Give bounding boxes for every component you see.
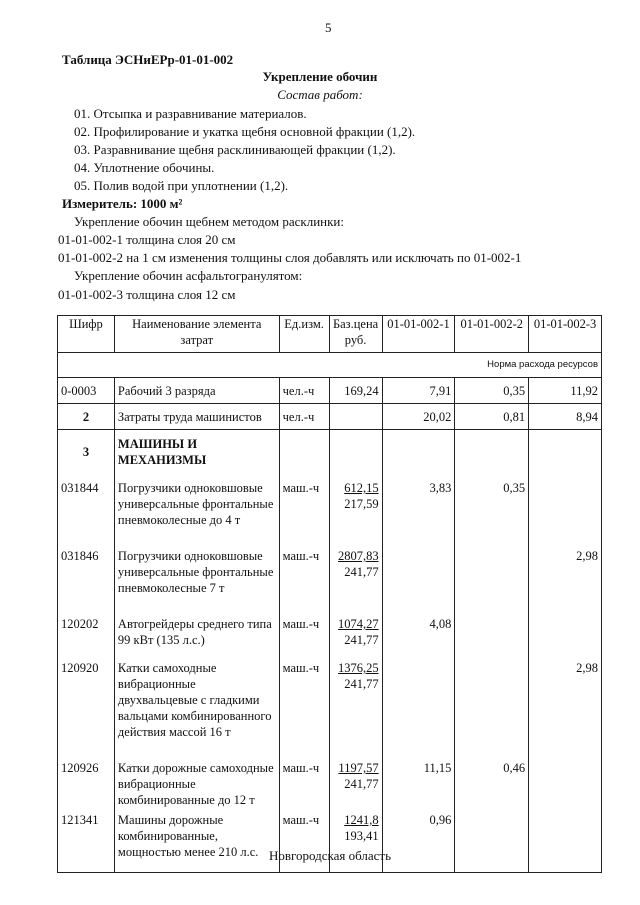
note-line: 01-01-002-2 на 1 см изменения толщины слоя добавлять или исключать по 01-002-1 xyxy=(58,250,522,265)
page-number: 5 xyxy=(325,20,332,35)
row-code: 120920 xyxy=(58,656,115,756)
table-row xyxy=(58,404,602,430)
price-base: 217,59 xyxy=(344,497,379,511)
table-row xyxy=(58,544,602,612)
row-value-2: 0,35 xyxy=(455,480,529,544)
row-code: 120926 xyxy=(58,756,115,808)
row-name: Погрузчики одноковшовые универсальные фронтальные пневмоколесные до 4 т xyxy=(114,480,279,544)
row-value-1 xyxy=(382,656,455,756)
note-line: Укрепление обочин асфальтогранулятом: xyxy=(74,268,303,283)
col-header-unit: Ед.изм. xyxy=(279,316,329,353)
row-price xyxy=(329,404,382,430)
row-code: 120202 xyxy=(58,612,115,656)
row-value-3: 11,92 xyxy=(529,378,602,404)
row-value-2 xyxy=(455,656,529,756)
price-current: 1241,8 xyxy=(344,813,379,827)
row-price xyxy=(329,612,382,656)
row-value-3: 2,98 xyxy=(529,544,602,612)
col-header-name: Наименование элемента затрат xyxy=(114,316,279,353)
col-header-code: Шифр xyxy=(58,316,115,353)
row-unit: чел.-ч xyxy=(279,378,329,404)
row-value-1 xyxy=(382,430,455,481)
price-current: 1074,27 xyxy=(337,617,379,631)
col-header-c2: 01-01-002-2 xyxy=(455,316,529,353)
row-code: 0-0003 xyxy=(58,378,115,404)
row-price xyxy=(329,656,382,756)
row-unit: маш.-ч xyxy=(279,544,329,612)
row-name: Рабочий 3 разряда xyxy=(114,378,279,404)
row-value-2: 0,81 xyxy=(455,404,529,430)
work-item: 05. Полив водой при уплотнении (1,2). xyxy=(74,178,289,193)
row-name: МАШИНЫ И МЕХАНИЗМЫ xyxy=(114,430,279,481)
row-price xyxy=(329,756,382,808)
price-base: 241,77 xyxy=(344,565,379,579)
price-current: 1376,25 xyxy=(337,661,379,675)
col-header-c1: 01-01-002-1 xyxy=(382,316,455,353)
note-line: 01-01-002-1 толщина слоя 20 см xyxy=(58,232,236,247)
col-header-price: Баз.цена руб. xyxy=(329,316,382,353)
row-value-3: 8,94 xyxy=(529,404,602,430)
table-title: Таблица ЭСНиЕРр-01-01-002 xyxy=(62,52,234,67)
table-header-row xyxy=(58,316,602,353)
row-value-2 xyxy=(455,430,529,481)
row-value-1 xyxy=(382,544,455,612)
row-value-1: 0,96 xyxy=(382,808,455,873)
price-base: 241,77 xyxy=(344,633,379,647)
row-value-1: 4,08 xyxy=(382,612,455,656)
row-price: 169,24 xyxy=(329,378,382,404)
price-base: 241,77 xyxy=(344,677,379,691)
row-value-1: 7,91 xyxy=(382,378,455,404)
col-header-c3: 01-01-002-3 xyxy=(529,316,602,353)
table-row xyxy=(58,378,602,404)
table-row xyxy=(58,656,602,756)
row-unit: маш.-ч xyxy=(279,808,329,873)
footer-region: Новгородская область xyxy=(268,848,392,863)
price-base: 193,41 xyxy=(344,829,379,843)
row-value-2 xyxy=(455,612,529,656)
row-name: Катки самоходные вибрационные двухвальцевые с гладкими вальцами комбинированного действия массой 16 т xyxy=(114,656,279,756)
row-value-1: 20,02 xyxy=(382,404,455,430)
norm-label: Норма расхода ресурсов xyxy=(58,353,602,378)
table-row xyxy=(58,756,602,808)
work-item: 04. Уплотнение обочины. xyxy=(74,160,215,175)
row-value-3 xyxy=(529,612,602,656)
row-name: Машины дорожные комбинированные, мощностью менее 210 л.с. xyxy=(114,808,279,873)
row-name: Затраты труда машинистов xyxy=(114,404,279,430)
row-unit: маш.-ч xyxy=(279,756,329,808)
row-value-3 xyxy=(529,756,602,808)
row-code: 2 xyxy=(58,404,115,430)
row-unit xyxy=(279,430,329,481)
price-base: 241,77 xyxy=(344,777,379,791)
row-name: Погрузчики одноковшовые универсальные фронтальные пневмоколесные 7 т xyxy=(114,544,279,612)
row-unit: маш.-ч xyxy=(279,656,329,756)
row-price xyxy=(329,480,382,544)
row-code: 031846 xyxy=(58,544,115,612)
price-current: 2807,83 xyxy=(337,549,379,563)
row-price xyxy=(329,544,382,612)
row-unit: маш.-ч xyxy=(279,612,329,656)
measure-unit: Измеритель: 1000 м² xyxy=(62,196,183,211)
work-item: 02. Профилирование и укатка щебня основной фракции (1,2). xyxy=(74,124,416,139)
work-item: 03. Разравнивание щебня расклинивающей фракции (1,2). xyxy=(74,142,396,157)
section-subheading: Состав работ: xyxy=(277,87,363,102)
work-item: 01. Отсыпка и разравнивание материалов. xyxy=(74,106,307,121)
row-code: 3 xyxy=(58,430,115,481)
norm-row xyxy=(58,353,602,378)
table-row xyxy=(58,430,602,481)
price-current: 1197,57 xyxy=(338,761,379,775)
row-unit: чел.-ч xyxy=(279,404,329,430)
row-name: Автогрейдеры среднего типа 99 кВт (135 л.с.) xyxy=(114,612,279,656)
price-current: 612,15 xyxy=(344,481,379,495)
row-value-1: 3,83 xyxy=(382,480,455,544)
row-value-1: 11,15 xyxy=(382,756,455,808)
resource-table xyxy=(57,315,602,873)
row-value-2 xyxy=(455,544,529,612)
row-value-3 xyxy=(529,430,602,481)
row-name: Катки дорожные самоходные вибрационные комбинированные до 12 т xyxy=(114,756,279,808)
table-row xyxy=(58,612,602,656)
row-value-2: 0,46 xyxy=(455,756,529,808)
row-unit: маш.-ч xyxy=(279,480,329,544)
note-line: 01-01-002-3 толщина слоя 12 см xyxy=(58,287,236,302)
row-value-3: 2,98 xyxy=(529,656,602,756)
row-code: 121341 xyxy=(58,808,115,873)
section-heading: Укрепление обочин xyxy=(262,69,378,84)
row-value-3 xyxy=(529,480,602,544)
row-price xyxy=(329,430,382,481)
table-row xyxy=(58,480,602,544)
note-line: Укрепление обочин щебнем методом расклинки: xyxy=(74,214,344,229)
row-code: 031844 xyxy=(58,480,115,544)
row-value-2: 0,35 xyxy=(455,378,529,404)
